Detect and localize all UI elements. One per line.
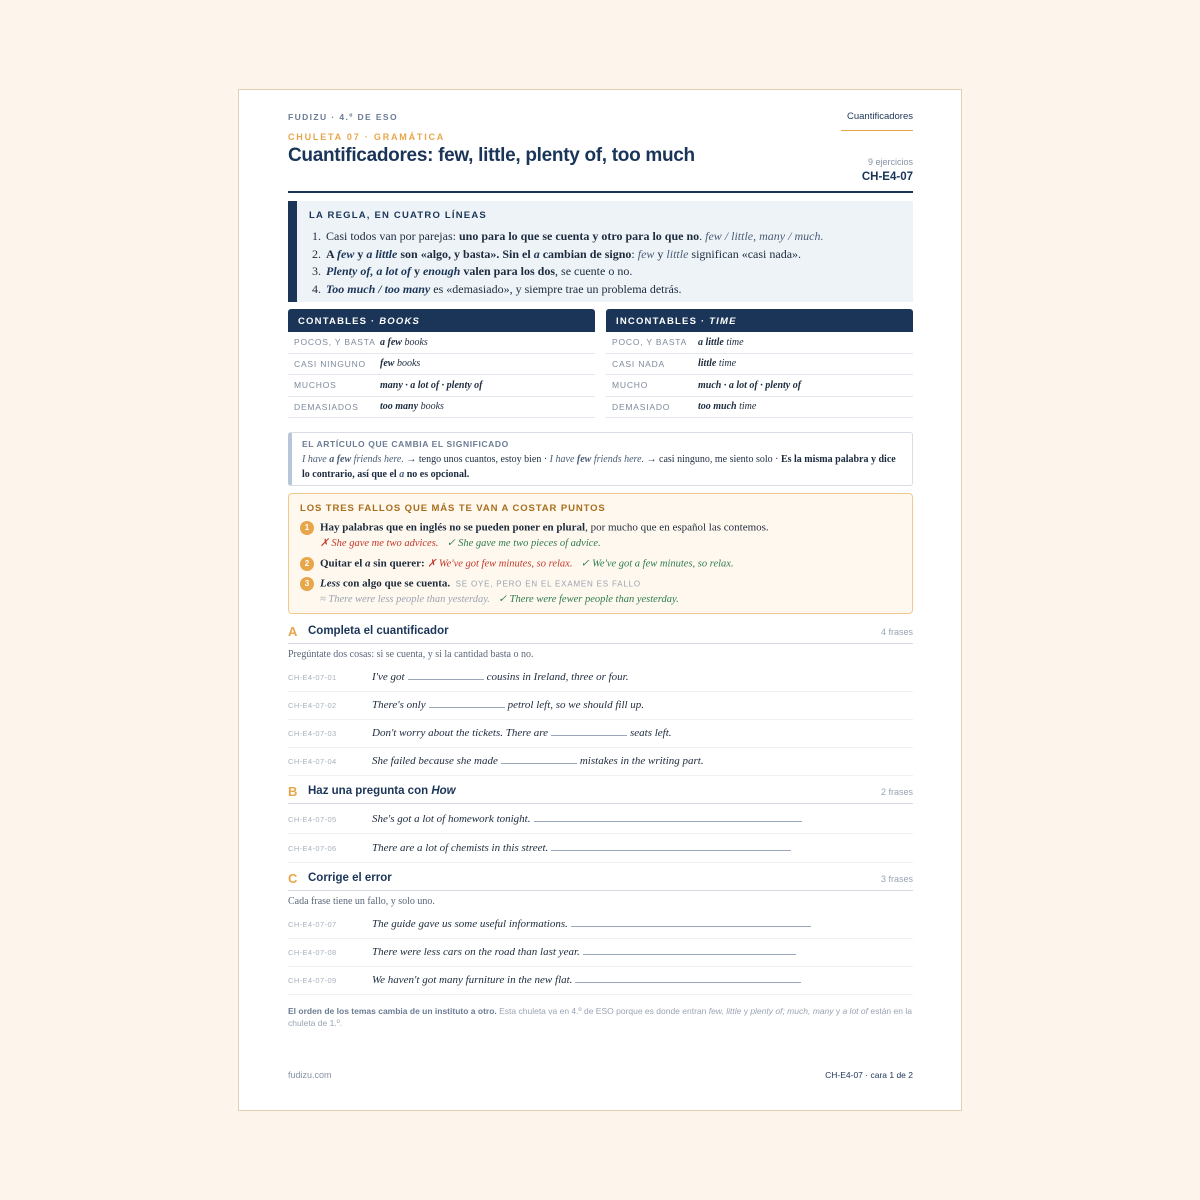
table-row: CASI NINGUNO few books	[288, 354, 595, 376]
mistake-item: 3 Less con algo que se cuenta. SE OYE, PERO EN EL EXAMEN ES FALLO	[300, 577, 641, 591]
rule-heading: LA REGLA, EN CUATRO LÍNEAS	[309, 210, 487, 221]
mistake-examples	[320, 537, 601, 549]
exercise-count: 9 ejercicios	[867, 157, 913, 167]
table-row: MUCHO much · a lot of · plenty of	[606, 375, 913, 397]
rule-item: 3. Plenty of, a lot of y enough valen para los dos, se cuente o no.	[312, 264, 633, 278]
exercise-row: CH-E4-07-06 There are a lot of chemists in this street.	[288, 835, 913, 863]
sheet-code: CH-E4-07	[861, 171, 913, 183]
table-row: DEMASIADOS too many books	[288, 397, 595, 419]
right-example: ✓ We've got a few minutes, so relax.	[580, 558, 734, 570]
uncountable-table	[606, 309, 913, 418]
wrong-example: ✗ We've got few minutes, so relax.	[427, 558, 573, 570]
answer-blank[interactable]	[551, 726, 627, 736]
table-row: CASI NADA little time	[606, 354, 913, 376]
section-c-intro: Cada frase tiene un fallo, y solo uno.	[288, 896, 435, 907]
section-b-header: B Haz una pregunta con How 2 frases	[288, 784, 913, 804]
answer-line[interactable]	[571, 917, 811, 927]
answer-line[interactable]	[551, 841, 791, 851]
exercise-row: CH-E4-07-09 We haven't got many furniture in the new flat.	[288, 967, 913, 995]
rule-box	[288, 201, 913, 302]
exercise-row: CH-E4-07-03 Don't worry about the tickets. There are seats left.	[288, 720, 913, 748]
article-note-text: I have a few friends here. → tengo unos cuantos, estoy bien · I have few friends here. → casi ninguno, me siento solo · Es la misma palabra y dice lo contrario, así que el a no es opcional.	[302, 454, 896, 480]
table-row: DEMASIADO too much time	[606, 397, 913, 419]
rule-item: 1. Casi todos van por parejas: uno para lo que se cuenta y otro para lo que no. few / little, many / much.	[312, 229, 824, 243]
number-badge: 2	[300, 557, 314, 571]
exercise-row: CH-E4-07-04 She failed because she made mistakes in the writing part.	[288, 748, 913, 776]
answer-line[interactable]	[583, 945, 796, 955]
footer-site-link[interactable]: fudizu.com	[288, 1070, 332, 1080]
table-row: POCOS, Y BASTA a few books	[288, 332, 595, 354]
uncountable-table-header: INCONTABLES · TIME	[606, 309, 913, 332]
exercise-row: CH-E4-07-02 There's only petrol left, so we should fill up.	[288, 692, 913, 720]
section-a-header: A Completa el cuantificador 4 frases	[288, 624, 913, 644]
answer-blank[interactable]	[408, 670, 484, 680]
rule-item: 4. Too much / too many es «demasiado», y siempre trae un problema detrás.	[312, 281, 682, 296]
exercise-row: CH-E4-07-05 She's got a lot of homework tonight.	[288, 806, 913, 834]
countable-table-header: CONTABLES · BOOKS	[288, 309, 595, 332]
topic-label: Cuantificadores	[846, 111, 913, 122]
answer-blank[interactable]	[429, 698, 505, 708]
mistake-item: 2 Quitar el a sin querer: ✗ We've got few minutes, so relax. ✓ We've got a few minutes, so relax.	[300, 557, 734, 571]
exercise-row: CH-E4-07-08 There were less cars on the road than last year.	[288, 939, 913, 967]
mistake-examples	[320, 593, 679, 605]
worksheet-page	[238, 89, 962, 1111]
section-a-intro: Pregúntate dos cosas: si se cuenta, y si la cantidad basta o no.	[288, 649, 534, 660]
answer-line[interactable]	[534, 812, 802, 822]
number-badge: 1	[300, 521, 314, 535]
table-row: POCO, Y BASTA a little time	[606, 332, 913, 354]
brand-label: FUDIZU · 4.º DE ESO	[288, 112, 398, 122]
table-row: MUCHOS many · a lot of · plenty of	[288, 375, 595, 397]
right-example: ✓ There were fewer people than yesterday.	[498, 594, 679, 605]
topic-underline	[841, 130, 913, 131]
footnote: El orden de los temas cambia de un instituto a otro. Esta chuleta va en 4.º de ESO porque es donde entran few, little y plenty of; much, many y a lot of están en la chuleta de 1.º.	[288, 1006, 912, 1028]
common-mistakes-heading: LOS TRES FALLOS QUE MÁS TE VAN A COSTAR PUNTOS	[300, 503, 606, 514]
page-title: Cuantificadores: few, little, plenty of, too much	[288, 145, 695, 166]
right-example: ✓ She gave me two pieces of advice.	[446, 538, 601, 549]
article-note-box	[288, 432, 913, 486]
mistake-item: 1 Hay palabras que en inglés no se pueden poner en plural, por mucho que en español las contemos.	[300, 521, 769, 535]
countable-table	[288, 309, 595, 418]
sheet-kicker: CHULETA 07 · GRAMÁTICA	[288, 132, 446, 142]
footer-page-label: CH-E4-07 · cara 1 de 2	[825, 1070, 913, 1080]
exercise-row: CH-E4-07-07 The guide gave us some useful informations.	[288, 911, 913, 939]
wrong-example: ✗ She gave me two advices.	[320, 538, 439, 549]
worksheet-content	[288, 90, 913, 1110]
rule-item: 2. A few y a little son «algo, y basta». Sin el a cambian de signo: few y little significan «casi nada».	[312, 246, 802, 261]
exam-warning-tag: SE OYE, PERO EN EL EXAMEN ES FALLO	[455, 579, 641, 589]
section-c-header: C Corrige el error 3 frases	[288, 871, 913, 891]
number-badge: 3	[300, 577, 314, 591]
exercise-row: CH-E4-07-01 I've got cousins in Ireland, three or four.	[288, 664, 913, 692]
title-divider	[288, 191, 913, 193]
answer-line[interactable]	[575, 973, 801, 983]
rule-list	[312, 228, 823, 298]
common-mistakes-box	[288, 493, 913, 614]
article-note-heading: EL ARTÍCULO QUE CAMBIA EL SIGNIFICADO	[302, 439, 509, 449]
answer-blank[interactable]	[501, 754, 577, 764]
wrong-example: ≈ There were less people than yesterday.	[320, 594, 490, 605]
